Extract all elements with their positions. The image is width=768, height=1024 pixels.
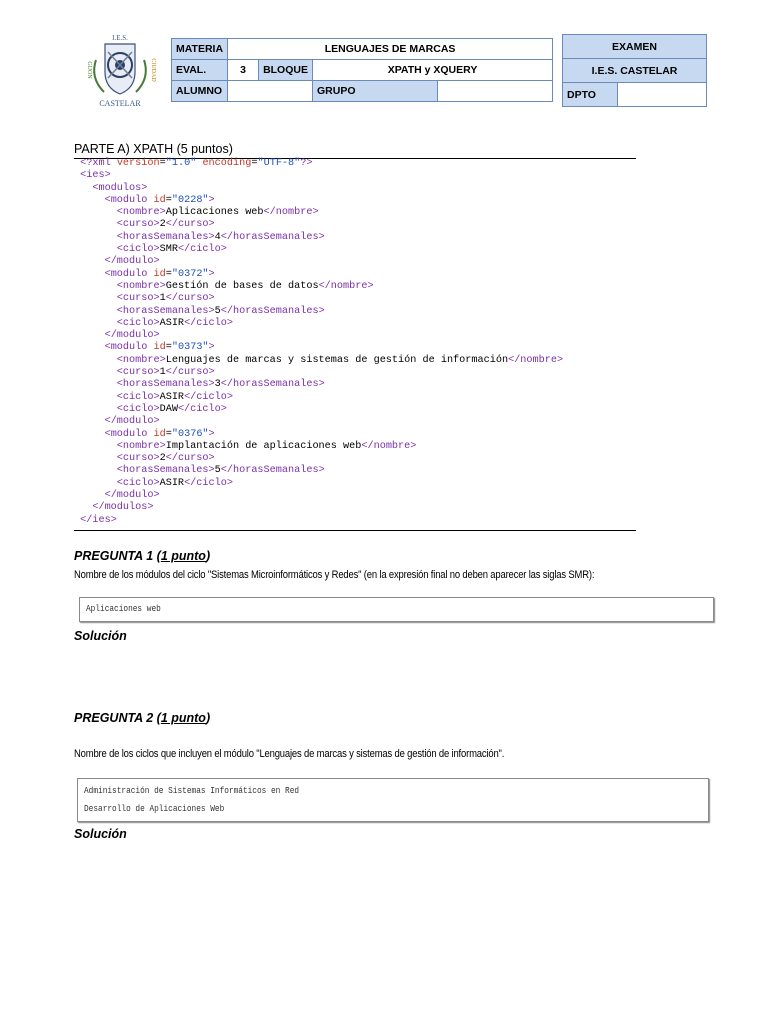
xml-horassemanales-value: 5 [214, 465, 221, 477]
school-crest-icon [78, 30, 162, 110]
question-1-result-box [79, 597, 714, 622]
xml-root-open: <ies> [80, 170, 111, 182]
section-bottom-rule [74, 530, 636, 531]
xml-nombre-value: Lenguajes de marcas y sistemas de gestión de información [165, 354, 509, 366]
question-1-solution-label: Solución [74, 629, 127, 643]
exam-info-table [562, 34, 707, 107]
exam-header-table [171, 38, 553, 102]
xml-modulo-open: <modulo id="0373"> [104, 342, 215, 354]
question-2-statement: Nombre de los ciclos que incluyen el módulo "Lenguajes de marcas y sistemas de gestión de información". [74, 748, 505, 760]
xml-nombre: <nombre>Aplicaciones web</nombre> [116, 207, 319, 219]
xml-curso-value: 2 [159, 453, 166, 465]
school-logo [78, 30, 162, 110]
xml-ciclo-value: DAW [159, 403, 178, 415]
question-1-points: 1 punto [160, 549, 206, 563]
xml-horassemanales-value: 4 [214, 231, 221, 243]
xml-nombre-value: Aplicaciones web [165, 207, 264, 219]
xml-nombre: <nombre>Lenguajes de marcas y sistemas de gestión de información</nombre> [116, 354, 564, 366]
xml-nombre: <nombre>Implantación de aplicaciones web</nombre> [116, 440, 417, 452]
question-2-result-line: Desarrollo de Aplicaciones Web [84, 803, 225, 814]
question-2-title: PREGUNTA 2 (1 punto) [74, 711, 211, 725]
question-1-result-line: Aplicaciones web [86, 603, 161, 614]
xml-nombre-value: Gestión de bases de datos [165, 280, 319, 292]
question-2-points: 1 punto [160, 711, 206, 725]
xml-horassemanales: <horasSemanales>4</horasSemanales> [116, 231, 325, 243]
xml-modulo-open: <modulo id="0376"> [104, 428, 215, 440]
grupo-label: GRUPO [313, 81, 437, 101]
xml-modulo-close: </modulo> [104, 416, 160, 428]
xml-horassemanales-value: 5 [214, 305, 221, 317]
xml-declaration: <?xml version="1.0" encoding="UTF-8"?> [80, 158, 313, 169]
xml-curso-value: 2 [159, 219, 166, 231]
section-title: PARTE A) XPATH (5 puntos) [74, 142, 233, 156]
xml-ciclo: <ciclo>DAW</ciclo> [116, 403, 227, 415]
xml-modulo-id: "0376" [171, 428, 209, 440]
xml-curso-value: 1 [159, 367, 166, 379]
xml-horassemanales: <horasSemanales>3</horasSemanales> [116, 379, 325, 391]
xml-curso: <curso>1</curso> [116, 293, 215, 305]
xml-nombre-value: Implantación de aplicaciones web [165, 440, 362, 452]
eval-label: EVAL. [172, 60, 228, 81]
xml-horassemanales: <horasSemanales>5</horasSemanales> [116, 465, 325, 477]
xml-nombre: <nombre>Gestión de bases de datos</nombre> [116, 280, 374, 292]
xml-curso: <curso>2</curso> [116, 219, 215, 231]
xml-modulo-close: </modulo> [104, 330, 160, 342]
xml-curso: <curso>2</curso> [116, 453, 215, 465]
grupo-value[interactable] [437, 81, 552, 101]
xml-code-listing [74, 158, 636, 527]
xml-modulo-id: "0373" [171, 342, 209, 354]
question-2-solution-label: Solución [74, 827, 127, 841]
xml-ciclo-value: ASIR [159, 317, 185, 329]
xml-ciclo: <ciclo>ASIR</ciclo> [116, 317, 233, 329]
materia-value: LENGUAJES DE MARCAS [228, 39, 553, 60]
xml-curso: <curso>1</curso> [116, 367, 215, 379]
materia-label: MATERIA [172, 39, 228, 60]
bloque-label: BLOQUE [259, 60, 313, 81]
xml-ciclo: <ciclo>ASIR</ciclo> [116, 477, 233, 489]
question-2-result-line: Administración de Sistemas Informáticos en Red [84, 785, 300, 796]
bloque-value: XPATH y XQUERY [312, 60, 552, 81]
logo-bottom-text: CASTELAR [99, 99, 141, 108]
examen-label: EXAMEN [563, 35, 707, 59]
question-1-title: PREGUNTA 1 (1 punto) [74, 549, 211, 563]
question-1-statement: Nombre de los módulos del ciclo "Sistemas Microinformáticos y Redes" (en la expresión final no deben aparecer las siglas SMR): [74, 569, 595, 581]
xml-modulos-open: <modulos> [92, 182, 148, 194]
centro-name: I.E.S. CASTELAR [563, 59, 707, 83]
logo-right-text: CIUDAD [150, 58, 156, 82]
xml-modulo-id: "0372" [171, 268, 209, 280]
xml-modulo-close: </modulo> [104, 490, 160, 502]
xml-curso-value: 1 [159, 293, 166, 305]
grupo-cell [312, 81, 552, 102]
dpto-value[interactable] [618, 83, 707, 107]
xml-ciclo: <ciclo>ASIR</ciclo> [116, 391, 233, 403]
xml-modulos-close: </modulos> [92, 502, 154, 514]
xml-ciclo-value: SMR [159, 244, 178, 256]
eval-value: 3 [228, 60, 259, 81]
alumno-label: ALUMNO [172, 81, 228, 102]
dpto-label: DPTO [563, 83, 618, 107]
xml-modulo-open: <modulo id="0372"> [104, 268, 215, 280]
logo-left-text: GIJÓN [86, 61, 92, 79]
xml-horassemanales: <horasSemanales>5</horasSemanales> [116, 305, 325, 317]
question-2-result-box [77, 778, 709, 822]
xml-root-close: </ies> [80, 514, 117, 526]
alumno-value[interactable] [228, 81, 313, 102]
logo-top-text: I.E.S. [112, 34, 128, 42]
xml-modulo-id: "0228" [171, 194, 209, 206]
xml-modulo-close: </modulo> [104, 256, 160, 268]
xml-modulo-open: <modulo id="0228"> [104, 194, 215, 206]
xml-ciclo: <ciclo>SMR</ciclo> [116, 244, 227, 256]
xml-ciclo-value: ASIR [159, 391, 185, 403]
xml-horassemanales-value: 3 [214, 379, 221, 391]
xml-ciclo-value: ASIR [159, 477, 185, 489]
